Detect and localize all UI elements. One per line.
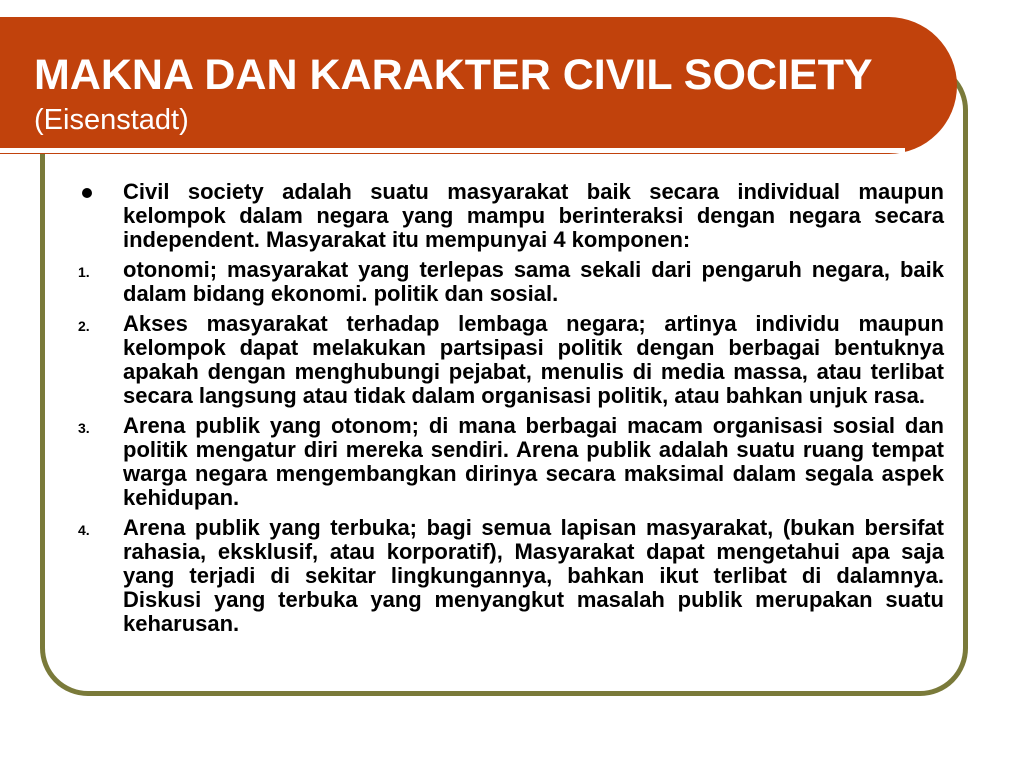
bullet-item <box>78 180 944 252</box>
slide-content <box>78 180 944 642</box>
slide-subtitle: (Eisenstadt) <box>34 104 189 136</box>
item-text: Arena publik yang terbuka; bagi semua lapisan masyarakat, (bukan bersifat rahasia, eksklusif, atau korporatif), Masyarakat dapat mengetahui apa saja yang terjadi di sekitar lingkungannya, bahkan ikut terlibat di dalamnya. Diskusi yang terbuka yang menyangkut masalah publik merupakan suatu keharusan. <box>123 515 944 636</box>
bullet-dot-icon <box>82 188 92 198</box>
title-underline <box>0 148 905 153</box>
intro-text: Civil society adalah suatu masyarakat baik secara individual maupun kelompok dalam negara yang mampu berinteraksi dengan negara secara independent. Masyarakat itu mempunyai 4 komponen: <box>123 179 944 252</box>
item-number: 3. <box>78 420 90 436</box>
title-banner <box>0 17 957 154</box>
numbered-item-2 <box>78 312 944 408</box>
numbered-item-4 <box>78 516 944 636</box>
item-number: 2. <box>78 318 90 334</box>
slide-title: MAKNA DAN KARAKTER CIVIL SOCIETY <box>34 51 873 99</box>
item-text: Akses masyarakat terhadap lembaga negara; artinya individu maupun kelompok dapat melakukan partsipasi politik dengan berbagai bentuknya apakah dengan menghubungi pejabat, menulis di media massa, atau terlibat secara langsung atau tidak dalam organisasi politik, atau bahkan unjuk rasa. <box>123 311 944 408</box>
item-text: otonomi; masyarakat yang terlepas sama sekali dari pengaruh negara, baik dalam bidang ekonomi. politik dan sosial. <box>123 257 944 306</box>
item-number: 4. <box>78 522 90 538</box>
item-text: Arena publik yang otonom; di mana berbagai macam organisasi sosial dan politik mengatur diri mereka sendiri. Arena publik adalah suatu ruang tempat warga negara mengembangkan dirinya secara maksimal dalam segala aspek kehidupan. <box>123 413 944 510</box>
item-number: 1. <box>78 264 90 280</box>
numbered-item-1 <box>78 258 944 306</box>
numbered-item-3 <box>78 414 944 510</box>
